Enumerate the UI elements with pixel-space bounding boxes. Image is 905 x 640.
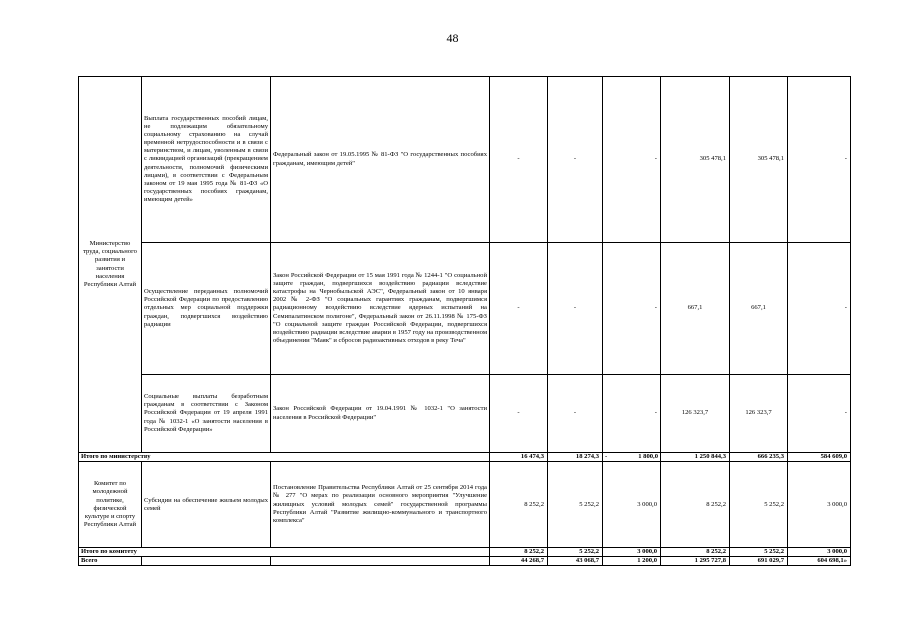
cell-value: - — [548, 243, 603, 375]
table-row — [79, 77, 851, 243]
total-value: 5 252,2 — [548, 548, 603, 557]
budget-table — [78, 76, 851, 566]
cell-value: - — [788, 77, 851, 243]
total-label: Итого по комитету — [79, 548, 490, 557]
row-legal-basis: Постановление Правительства Республики Алтай от 25 сентября 2014 года № 277 "О мерах по реализации основного мероприятия "Улучшение жилищных условий молодых семей" государственной программы Республики Алтай "Развитие жилищно-коммунального и транспортного комплекса" — [271, 462, 490, 548]
committee-total-row — [79, 548, 851, 557]
cell-value: - — [603, 243, 661, 375]
cell-value: 667,1 — [730, 243, 788, 375]
total-value: 691 029,7 — [730, 557, 788, 566]
total-value: 16 474,3 — [490, 453, 548, 462]
row-legal-basis: Федеральный закон от 19.05.1995 № 81-ФЗ "О государственных пособиях гражданам, имеющим детей" — [271, 77, 490, 243]
total-value: 1 800,0 — [638, 453, 658, 460]
total-value: 8 252,2 — [661, 548, 730, 557]
row-legal-basis: Закон Российской Федерации от 15 мая 1991 года № 1244-1 "О социальной защите граждан, подвергшихся воздействию радиации вследствие катастрофы на Чернобыльской АЭС", Федеральный закон от 10 января 2002 № 2-ФЗ "О социальных гарантиях гражданам, подвергшимся радиационному воздействию вследствие ядерных испытаний на Семипалатинском полигоне", Федеральный закон от 26.11.1998 № 175-ФЗ "О социальной защите граждан Российской Федерации, подвергшихся воздействию радиации вследствие аварии в 1957 году на производственном объединении "Маяк" и сбросов радиоактивных отходов в реку Теча" — [271, 243, 490, 375]
cell-value: 3 000,0 — [788, 462, 851, 548]
cell-value: - — [788, 243, 851, 375]
row-description: Выплата государственных пособий лицам, не подлежащим обязательному социальному страхованию на случай временной нетрудоспособности и в связи с материнством, и лицам, уволенным в связи с ликвидацией организаций (прекращением деятельности, полномочий физическими лицами), в соответствии с Федеральным законом от 19 мая 1995 года № 81-ФЗ «О государственных пособиях гражданам, имеющим детей» — [142, 77, 271, 243]
total-value: 5 252,2 — [730, 548, 788, 557]
total-value: 43 068,7 — [548, 557, 603, 566]
cell-value: 5 252,2 — [730, 462, 788, 548]
total-value: 8 252,2 — [490, 548, 548, 557]
cell-value: - — [490, 77, 548, 243]
ministry-name: Министерство труда, социального развития и занятости населения Республики Алтай — [79, 77, 142, 453]
cell-value: 305 478,1 — [730, 77, 788, 243]
cell-value: 3 000,0 — [603, 462, 661, 548]
cell-value: 8 252,2 — [490, 462, 548, 548]
cell-value: - — [548, 375, 603, 453]
ministry-total-row — [79, 453, 851, 462]
row-description: Социальные выплаты безработным гражданам в соответствии с Законом Российской Федерации от 19 апреля 1991 года № 1032-1 «О занятости населения в Российской Федерации» — [142, 375, 271, 453]
empty-cell — [271, 557, 490, 566]
cell-value: 126 323,7 — [661, 375, 730, 453]
total-value: 18 274,3 — [548, 453, 603, 462]
total-value-cell — [603, 453, 661, 462]
cell-value: - — [548, 77, 603, 243]
total-value: 1 295 727,8 — [661, 557, 730, 566]
empty-cell — [142, 557, 271, 566]
grand-total-row — [79, 557, 851, 566]
total-value: 1 250 844,3 — [661, 453, 730, 462]
total-value: 3 000,0 — [788, 548, 851, 557]
row-legal-basis: Закон Российской Федерации от 19.04.1991 № 1032-1 "О занятости населения в Российской Федерации" — [271, 375, 490, 453]
cell-value: 126 323,7 — [730, 375, 788, 453]
total-value: 584 609,0 — [788, 453, 851, 462]
cell-value: 667,1 — [661, 243, 730, 375]
cell-value: - — [603, 77, 661, 243]
cell-value: 8 252,2 — [661, 462, 730, 548]
total-value: 604 698,1» — [788, 557, 851, 566]
cell-value: - — [490, 375, 548, 453]
total-value: 666 235,3 — [730, 453, 788, 462]
row-description: Субсидии на обеспечение жильем молодых семей — [142, 462, 271, 548]
total-label: Итого по министерству — [79, 453, 490, 462]
cell-value: - — [788, 375, 851, 453]
total-value: 44 268,7 — [490, 557, 548, 566]
committee-name: Комитет по молодежной политике, физической культуре и спорту Республики Алтай — [79, 462, 142, 548]
cell-value: 305 478,1 — [661, 77, 730, 243]
page-number: 48 — [446, 31, 459, 45]
cell-value: - — [603, 375, 661, 453]
table-row — [79, 243, 851, 375]
table-row — [79, 462, 851, 548]
table-row — [79, 375, 851, 453]
cell-value: - — [490, 243, 548, 375]
total-sign: - — [605, 453, 608, 460]
row-description: Осуществление переданных полномочий Российской Федерации по предоставлению отдельных мер социальной поддержки граждан, подвергшихся воздействию радиации — [142, 243, 271, 375]
cell-value: 5 252,2 — [548, 462, 603, 548]
total-value: 3 000,0 — [603, 548, 661, 557]
total-label: Всего — [79, 557, 142, 566]
total-value: 1 200,0 — [603, 557, 661, 566]
